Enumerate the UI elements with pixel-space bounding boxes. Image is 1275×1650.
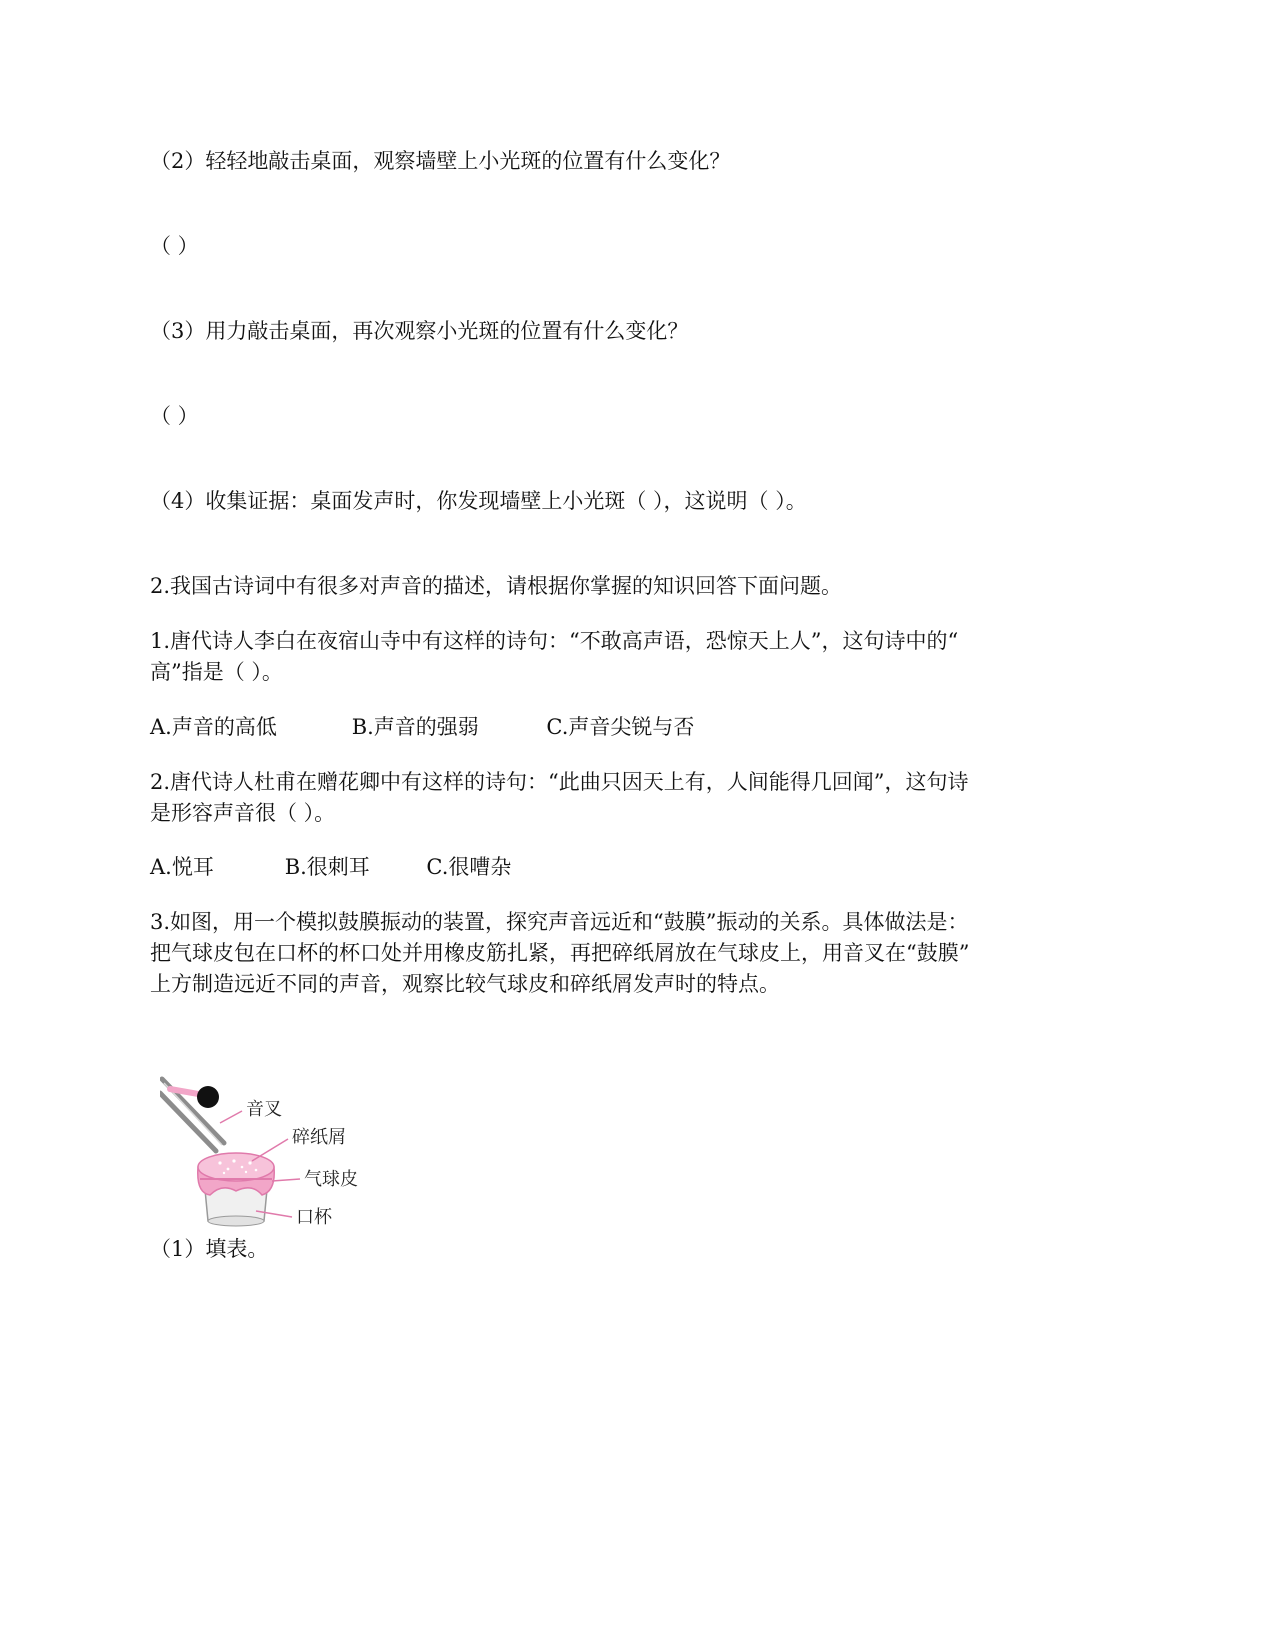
q2-item2-line1: 2.唐代诗人杜甫在赠花卿中有这样的诗句：“此曲只因天上有，人间能得几回闻”，这句诗 [150, 770, 969, 794]
q2-item1-option-a: A.声音的高低 [150, 715, 277, 739]
q1-sub3-blank: （ ） [150, 404, 199, 428]
q1-sub4-prompt: （4）收集证据：桌面发声时，你发现墙壁上小光斑（ ），这说明（ ）。 [150, 489, 807, 513]
q2-item1-line1: 1.唐代诗人李白在夜宿山寺中有这样的诗句：“不敢高声语，恐惊天上人”，这句诗中的“ [150, 629, 959, 653]
q1-sub3-prompt: （3）用力敲击桌面，再次观察小光斑的位置有什么变化？ [150, 319, 689, 343]
q2-heading: 2.我国古诗词中有很多对声音的描述，请根据你掌握的知识回答下面问题。 [150, 574, 843, 598]
cup-label: 口杯 [296, 1207, 332, 1228]
q2-item1-options [150, 712, 694, 743]
q3-line3: 上方制造远近不同的声音，观察比较气球皮和碎纸屑发声时的特点。 [150, 972, 780, 996]
q2-item2-option-b: B.很刺耳 [284, 855, 370, 879]
q2-item1-option-b: B.声音的强弱 [351, 715, 479, 739]
tuning-fork-icon [160, 1079, 224, 1151]
q2-item2-options [150, 852, 511, 883]
q3-sub1-prompt: （1）填表。 [150, 1237, 269, 1261]
balloon-skin-icon [198, 1153, 275, 1195]
q2-item2-option-a: A.悦耳 [150, 855, 214, 879]
q2-item1-option-c: C.声音尖锐与否 [546, 715, 695, 739]
tuning-fork-label: 音叉 [246, 1099, 282, 1120]
paper-scraps-label: 碎纸屑 [292, 1127, 346, 1148]
q2-item2-line2: 是形容声音很（ ）。 [150, 801, 336, 825]
eardrum-model-figure [160, 1075, 400, 1245]
q1-sub2-prompt: （2）轻轻地敲击桌面，观察墙壁上小光斑的位置有什么变化？ [150, 149, 731, 173]
eardrum-model-illustration [160, 1075, 400, 1245]
q2-item2-option-c: C.很嘈杂 [426, 855, 512, 879]
q2-item1-line2: 高”指是（ ）。 [150, 660, 283, 684]
q3-line2: 把气球皮包在口杯的杯口处并用橡皮筋扎紧，再把碎纸屑放在气球皮上，用音叉在“鼓膜” [150, 941, 970, 965]
q1-sub2-blank: （ ） [150, 234, 199, 258]
balloon-skin-label: 气球皮 [304, 1169, 358, 1190]
q3-line1: 3.如图，用一个模拟鼓膜振动的装置，探究声音远近和“鼓膜”振动的关系。具体做法是： [150, 910, 969, 934]
